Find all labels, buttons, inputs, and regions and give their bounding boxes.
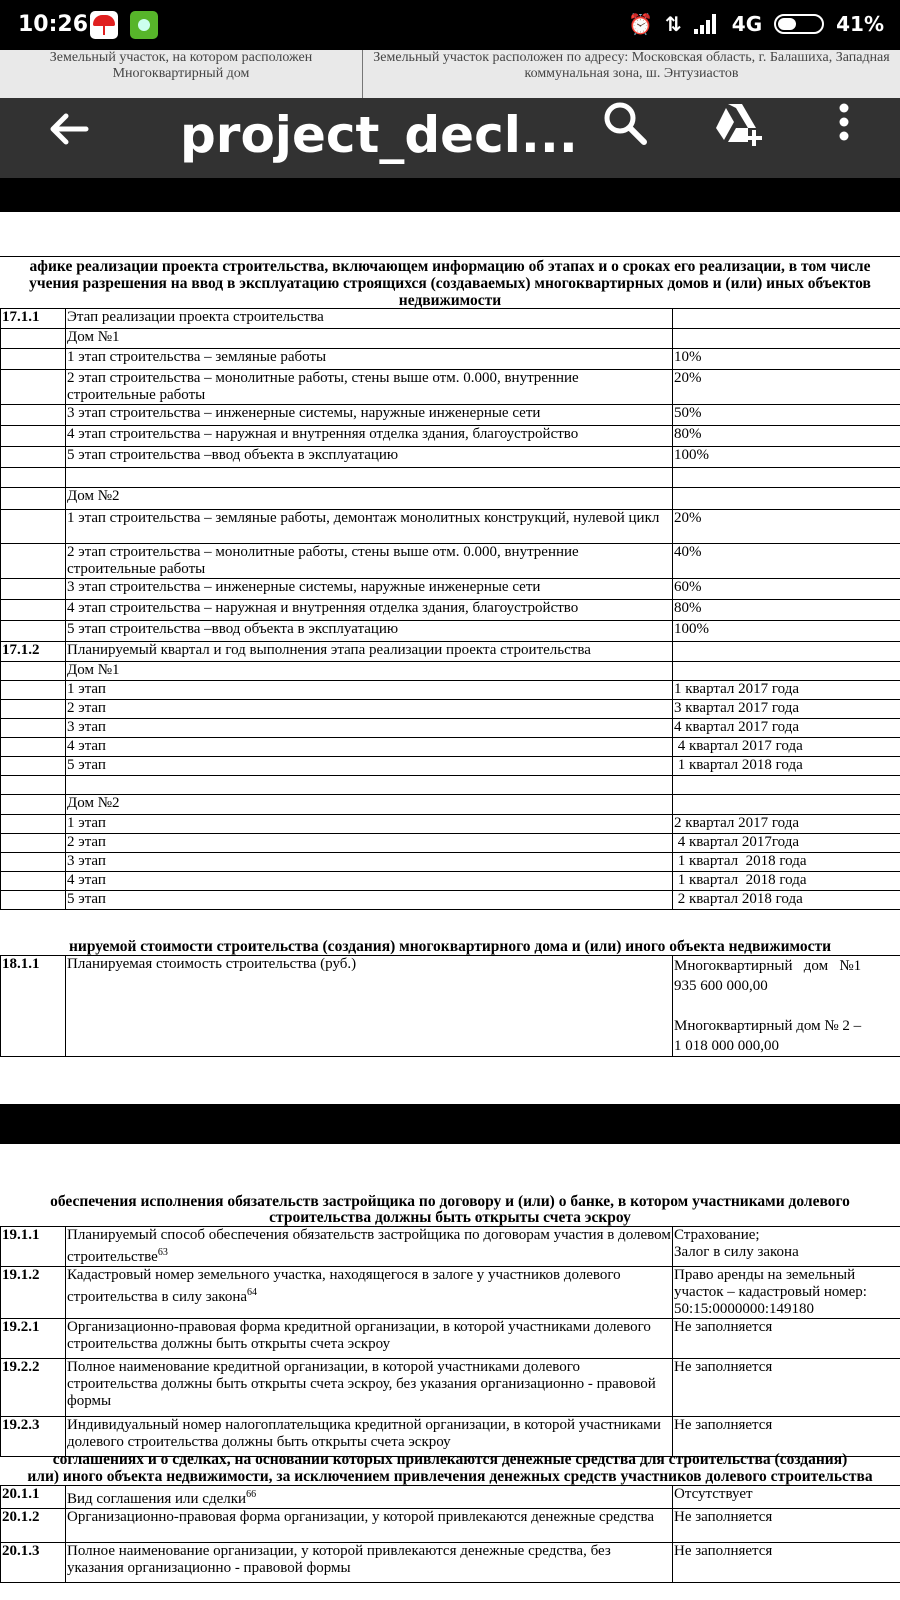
row-description — [66, 834, 673, 853]
row-value — [673, 956, 900, 1057]
row-number — [1, 853, 66, 872]
section18-heading: нируемой стоимости строительства (создания) многоквартирного дома и (или) иного объекта недвижимости — [68, 939, 832, 955]
row-number: 20.1.3 — [1, 1543, 66, 1583]
row-description-text: Дом №2 — [67, 795, 120, 811]
row-description-text: Планируемый квартал и год выполнения этапа реализации проекта строительства — [67, 642, 591, 658]
row-number — [1, 468, 66, 488]
table-row — [1, 1267, 900, 1319]
row-description — [66, 853, 673, 872]
row-description — [66, 600, 673, 621]
row-number — [1, 738, 66, 757]
table-row — [1, 349, 900, 370]
row-number — [1, 329, 66, 349]
search-icon[interactable] — [600, 98, 646, 144]
row-number — [1, 510, 66, 544]
row-description-text: 5 этап строительства –ввод объекта в эксплуатацию — [67, 621, 399, 637]
table-row — [1, 309, 900, 329]
row-value: Не заполняется — [673, 1359, 900, 1417]
alarm-icon: ⏰ — [628, 12, 654, 36]
table-row — [1, 834, 900, 853]
row-number: 19.1.1 — [1, 1227, 66, 1267]
row-value: 1 квартал 2018 года — [673, 757, 900, 776]
table-row — [1, 642, 900, 662]
row-description — [66, 579, 673, 600]
table-row — [1, 426, 900, 447]
section17-heading-line2: учения разрешения на ввод в эксплуатацию строящихся (создаваемых) многоквартирных домов и (или) иных объектов — [29, 276, 871, 292]
table-row — [1, 488, 900, 510]
table-row — [1, 1319, 900, 1359]
row-description-text: Планируемый способ обеспечения обязательств застройщика по договорам участия в долевом строительстве — [67, 1227, 671, 1265]
row-description-text: 5 этап — [67, 891, 106, 907]
data-transfer-icon: ⇅ — [665, 12, 682, 36]
cost-house1-value: 935 600 000,00 — [674, 978, 768, 994]
row-description — [66, 329, 673, 349]
section19-heading-line2: строительства должны быть открыты счета эскроу — [269, 1210, 631, 1226]
section19-heading-line1: обеспечения исполнения обязательств застройщика по договору и (или) о банке, в котором участниками долевого — [50, 1194, 850, 1210]
row-number — [1, 488, 66, 510]
row-description — [66, 370, 673, 405]
document-page-2 — [0, 1144, 900, 1600]
row-description — [66, 700, 673, 719]
row-value: 4 квартал 2017 года — [673, 738, 900, 757]
row-number: 19.2.1 — [1, 1319, 66, 1359]
row-description-text: 1 этап строительства – земляные работы — [67, 349, 327, 365]
row-description-text: 4 этап — [67, 872, 106, 888]
row-value: Не заполняется — [673, 1509, 900, 1543]
row-description — [66, 621, 673, 642]
row-description-text: Индивидуальный номер налогоплательщика кредитной организации, в которой участниками долевого строительства должны быть открыты счета эскроу — [67, 1417, 661, 1450]
row-value: 80% — [673, 426, 900, 447]
row-number — [1, 349, 66, 370]
footnote-marker[interactable]: 63 — [157, 1247, 168, 1258]
row-value: Страхование; Залог в силу закона — [673, 1227, 900, 1267]
row-value: 4 квартал 2017 года — [673, 719, 900, 738]
row-description — [66, 776, 673, 795]
row-number: 19.1.2 — [1, 1267, 66, 1319]
row-number — [1, 447, 66, 468]
app-bar — [0, 98, 900, 178]
footnote-marker[interactable]: 66 — [246, 1489, 257, 1500]
agreements-table — [0, 1485, 900, 1583]
row-number — [1, 815, 66, 834]
row-value: 1 квартал 2017 года — [673, 681, 900, 700]
row-value: 2 квартал 2018 года — [673, 891, 900, 910]
table-row — [1, 1486, 900, 1509]
battery-level: 41% — [836, 12, 884, 36]
row-description — [66, 795, 673, 815]
table-row — [1, 853, 900, 872]
document-header-behind — [0, 50, 900, 98]
row-value: 1 квартал 2018 года — [673, 853, 900, 872]
row-number — [1, 579, 66, 600]
behind-header-right: Земельный участок расположен по адресу: Московская область, г. Балашиха, Западная коммунальная зона, ш. Энтузиастов — [373, 50, 890, 81]
row-description — [66, 815, 673, 834]
row-description — [66, 488, 673, 510]
row-value: Право аренды на земельный участок – кадастровый номер: 50:15:0000000:149180 — [673, 1267, 900, 1319]
document-page-1 — [0, 212, 900, 1104]
table-row — [1, 447, 900, 468]
section17-heading-line3: недвижимости — [398, 293, 502, 309]
table-row — [1, 795, 900, 815]
section17-heading-line1: афике реализации проекта строительства, включающем информацию об этапах и о сроках его реализации, в том числе — [29, 259, 871, 275]
row-number: 20.1.2 — [1, 1509, 66, 1543]
behind-header-left: Земельный участок, на котором расположен Многоквартирный дом — [0, 50, 363, 98]
row-description — [66, 1509, 673, 1543]
row-description-text: Дом №1 — [67, 662, 120, 678]
row-description — [66, 447, 673, 468]
row-number — [1, 370, 66, 405]
row-description-text: Кадастровый номер земельного участка, находящегося в залоге у участников долевого строительства в силу закона — [67, 1267, 621, 1305]
row-description — [66, 349, 673, 370]
row-description — [66, 510, 673, 544]
row-description — [66, 681, 673, 700]
network-type: 4G — [731, 12, 763, 36]
row-description — [66, 891, 673, 910]
row-number — [1, 891, 66, 910]
row-description — [66, 1267, 673, 1319]
row-description-text: 3 этап строительства – инженерные системы, наружные инженерные сети — [67, 579, 541, 595]
row-value — [673, 795, 900, 815]
section20-heading-line2: или) иного объекта недвижимости, за исключением привлечения денежных средств участников долевого строительства — [27, 1469, 873, 1485]
signal-icon — [694, 14, 720, 34]
row-description — [66, 1486, 673, 1509]
cost-house2-label: Многоквартирный дом № 2 – — [674, 1018, 862, 1034]
row-description — [66, 642, 673, 662]
row-value: 3 квартал 2017 года — [673, 700, 900, 719]
battery-icon — [774, 14, 824, 34]
table-row — [1, 1543, 900, 1583]
table-row — [1, 510, 900, 544]
bug-notification-icon — [130, 11, 158, 39]
row-description — [66, 872, 673, 891]
umbrella-notification-icon — [90, 11, 118, 39]
row-value — [673, 329, 900, 349]
row-value — [673, 309, 900, 329]
row-number — [1, 405, 66, 426]
row-description-text: 4 этап строительства – наружная и внутренняя отделка здания, благоустройство — [67, 426, 579, 442]
row-number: 20.1.1 — [1, 1486, 66, 1509]
row-value: 4 квартал 2017года — [673, 834, 900, 853]
row-value — [673, 642, 900, 662]
section20-heading-line1: соглашениях и о сделках, на основании которых привлекаются денежные средства для строительства (создания) — [52, 1452, 848, 1468]
row-number — [1, 681, 66, 700]
row-number: 17.1.1 — [1, 309, 66, 329]
row-description-text: Дом №1 — [67, 329, 120, 345]
row-number — [1, 621, 66, 642]
row-description-text: 1 этап строительства – земляные работы, демонтаж монолитных конструкций, нулевой цикл — [67, 510, 660, 526]
footnote-marker[interactable]: 64 — [247, 1287, 258, 1298]
row-description-text: 2 этап — [67, 700, 106, 716]
table-row — [1, 662, 900, 681]
row-description — [66, 662, 673, 681]
row-number — [1, 662, 66, 681]
row-description — [66, 468, 673, 488]
row-description — [66, 1359, 673, 1417]
row-description-text: Организационно-правовая форма организации, у которой привлекаются денежные средства — [67, 1509, 654, 1525]
status-right — [628, 12, 884, 36]
row-description — [66, 426, 673, 447]
row-number — [1, 776, 66, 795]
table-row — [1, 544, 900, 579]
row-value: 1 квартал 2018 года — [673, 872, 900, 891]
table-row — [1, 405, 900, 426]
row-value: 100% — [673, 621, 900, 642]
row-description-text: Этап реализации проекта строительства — [67, 309, 324, 325]
row-value: 20% — [673, 510, 900, 544]
escrow-table — [0, 1226, 900, 1457]
row-description-text: 2 этап — [67, 834, 106, 850]
row-description — [66, 544, 673, 579]
row-value: 40% — [673, 544, 900, 579]
row-description — [66, 1417, 673, 1457]
cost-house2-value: 1 018 000 000,00 — [674, 1038, 779, 1054]
row-description — [66, 757, 673, 776]
table-row — [1, 468, 900, 488]
row-description-text: 3 этап — [67, 719, 106, 735]
row-number: 19.2.3 — [1, 1417, 66, 1457]
table-row — [1, 956, 900, 1057]
table-row — [1, 1359, 900, 1417]
row-number — [1, 700, 66, 719]
row-number: 17.1.2 — [1, 642, 66, 662]
row-value: 80% — [673, 600, 900, 621]
row-number — [1, 834, 66, 853]
row-description-text: Дом №2 — [67, 488, 120, 504]
row-value: 10% — [673, 349, 900, 370]
cost-table — [0, 955, 900, 1057]
more-options-icon[interactable] — [834, 98, 854, 152]
document-title: project_decl... — [180, 106, 578, 164]
row-description: Планируемая стоимость строительства (руб.) — [66, 956, 673, 1057]
row-description-text: 4 этап — [67, 738, 106, 754]
row-description-text: 3 этап строительства – инженерные системы, наружные инженерные сети — [67, 405, 541, 421]
table-row — [1, 329, 900, 349]
row-value: 20% — [673, 370, 900, 405]
section-rule — [0, 256, 900, 257]
row-description-text: 1 этап — [67, 681, 106, 697]
status-bar — [0, 0, 900, 50]
row-description — [66, 719, 673, 738]
row-value: 60% — [673, 579, 900, 600]
row-number: 19.2.2 — [1, 1359, 66, 1417]
row-value: Отсутствует — [673, 1486, 900, 1509]
row-number — [1, 600, 66, 621]
cost-house1-label: Многоквартирный дом №1 — [674, 958, 862, 974]
table-row — [1, 738, 900, 757]
table-row — [1, 579, 900, 600]
row-number — [1, 795, 66, 815]
row-description-text: 3 этап — [67, 853, 106, 869]
row-description — [66, 1319, 673, 1359]
table-row — [1, 1417, 900, 1457]
row-description-text: 4 этап строительства – наружная и внутренняя отделка здания, благоустройство — [67, 600, 579, 616]
row-description — [66, 309, 673, 329]
add-to-drive-icon[interactable] — [712, 100, 764, 152]
row-value: Не заполняется — [673, 1319, 900, 1359]
row-description-text: 5 этап — [67, 757, 106, 773]
table-row — [1, 600, 900, 621]
table-row — [1, 776, 900, 795]
row-value: 100% — [673, 447, 900, 468]
table-row — [1, 1509, 900, 1543]
row-number — [1, 426, 66, 447]
row-description — [66, 1227, 673, 1267]
row-value: Не заполняется — [673, 1543, 900, 1583]
row-description-text: Организационно-правовая форма кредитной организации, в которой участниками долевого строительства должны быть открыты счета эскроу — [67, 1319, 651, 1352]
table-row — [1, 700, 900, 719]
table-row — [1, 370, 900, 405]
row-description-text: Полное наименование кредитной организации, в которой участниками долевого строительства должны быть открыты счета эскроу, без указания организационно - правовой формы — [67, 1359, 656, 1409]
row-description-text: 1 этап — [67, 815, 106, 831]
row-description — [66, 405, 673, 426]
row-value — [673, 488, 900, 510]
row-description-text: 2 этап строительства – монолитные работы, стены выше отм. 0.000, внутренние строительные работы — [67, 370, 579, 403]
row-value: 2 квартал 2017 года — [673, 815, 900, 834]
row-value — [673, 662, 900, 681]
row-description-text: Вид соглашения или сделки — [67, 1491, 247, 1507]
row-description — [66, 1543, 673, 1583]
table-row — [1, 1227, 900, 1267]
row-description-text: Полное наименование организации, у которой привлекаются денежные средства, без указания организационно - правовой формы — [67, 1543, 611, 1576]
table-row — [1, 872, 900, 891]
row-description-text: 5 этап строительства –ввод объекта в эксплуатацию — [67, 447, 399, 463]
row-number — [1, 719, 66, 738]
table-row — [1, 681, 900, 700]
row-value: Не заполняется — [673, 1417, 900, 1457]
row-number — [1, 757, 66, 776]
table-row — [1, 621, 900, 642]
row-value — [673, 776, 900, 795]
table-row — [1, 719, 900, 738]
stages-table — [0, 308, 900, 910]
row-description-text: 2 этап строительства – монолитные работы, стены выше отм. 0.000, внутренние строительные работы — [67, 544, 579, 577]
table-row — [1, 815, 900, 834]
back-arrow-icon[interactable] — [46, 106, 92, 163]
row-number — [1, 872, 66, 891]
row-value — [673, 468, 900, 488]
row-number: 18.1.1 — [1, 956, 66, 1057]
table-row — [1, 757, 900, 776]
row-value: 50% — [673, 405, 900, 426]
row-description — [66, 738, 673, 757]
row-number — [1, 544, 66, 579]
status-time: 10:26 — [18, 12, 89, 37]
table-row — [1, 891, 900, 910]
